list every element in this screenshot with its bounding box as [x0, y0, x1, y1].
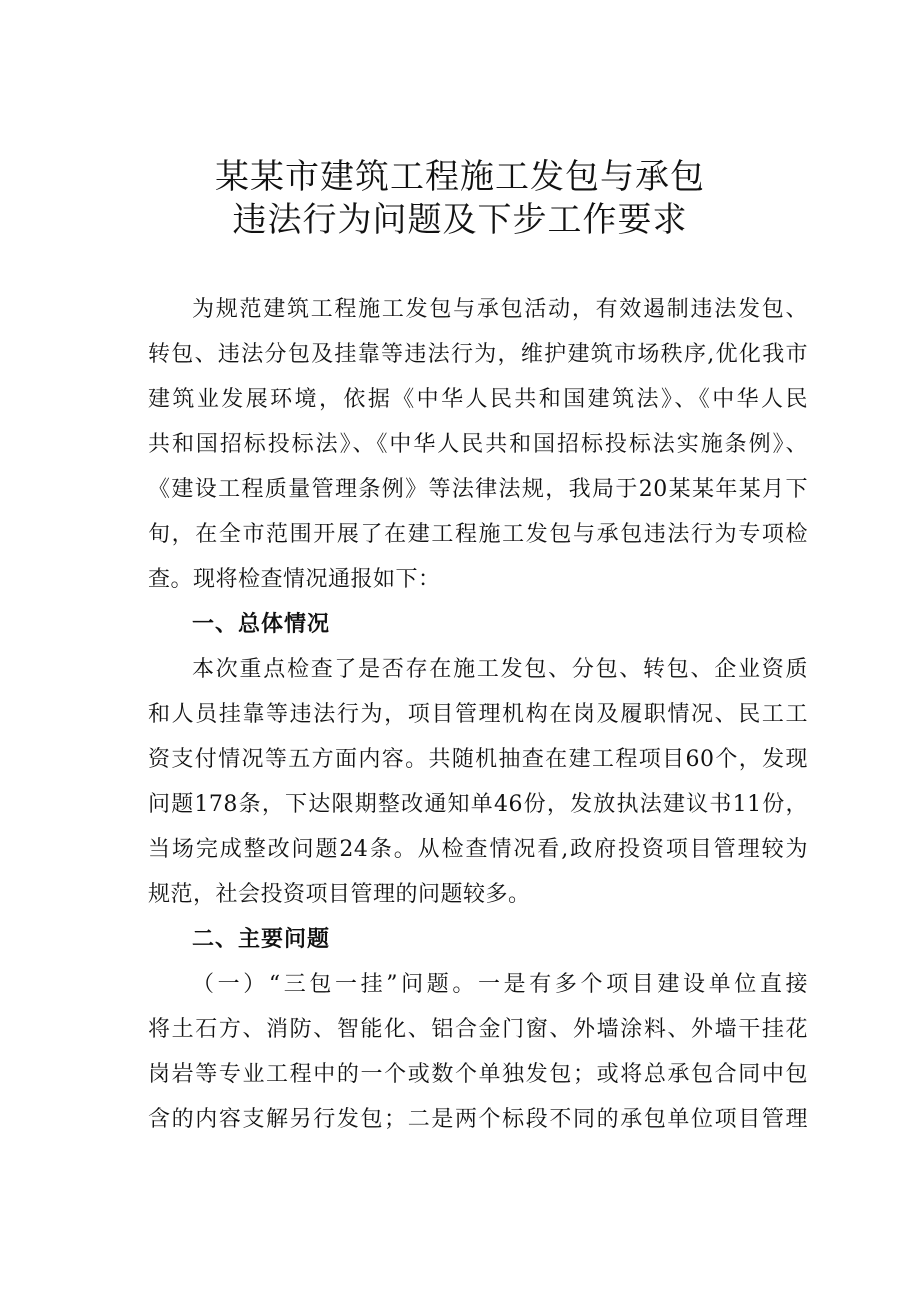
document-body	[148, 287, 808, 1142]
paragraph-line: 含的内容支解另行发包；二是两个标段不同的承包单位项目管理	[148, 1107, 808, 1132]
paragraph-line: 本次重点检查了是否存在施工发包、分包、转包、企业资质	[192, 657, 808, 682]
main-issues-paragraph	[148, 962, 808, 1142]
paragraph-line: （一）“三包一挂”问题。一是有多个项目建设单位直接	[192, 972, 808, 997]
paragraph-line: 岗岩等专业工程中的一个或数个单独发包；或将总承包合同中包	[148, 1062, 808, 1087]
paragraph-line: 将土石方、消防、智能化、铝合金门窗、外墙涂料、外墙干挂花	[148, 1017, 808, 1042]
intro-paragraph	[148, 287, 808, 602]
section-heading-overview: 一、总体情况	[192, 612, 331, 637]
document-title-line-1: 某某市建筑工程施工发包与承包	[215, 157, 705, 197]
paragraph-line: 问题178条，下达限期整改通知单46份，发放执法建议书11份，	[148, 792, 808, 817]
overview-paragraph	[148, 647, 808, 917]
paragraph-line: 建筑业发展环境，依据《中华人民共和国建筑法》、《中华人民	[148, 387, 808, 412]
paragraph-line: 共和国招标投标法》、《中华人民共和国招标投标法实施条例》、	[148, 432, 808, 457]
section-heading-main-issues: 二、主要问题	[192, 927, 331, 952]
paragraph-line: 查。现将检查情况通报如下：	[148, 567, 441, 592]
document-title-line-2: 违法行为问题及下步工作要求	[232, 200, 688, 240]
paragraph-line: 和人员挂靠等违法行为，项目管理机构在岗及履职情况、民工工	[148, 702, 808, 727]
paragraph-line: 旬，在全市范围开展了在建工程施工发包与承包违法行为专项检	[148, 522, 808, 547]
paragraph-line: 资支付情况等五方面内容。共随机抽查在建工程项目60个，发现	[148, 747, 808, 772]
paragraph-line: 为规范建筑工程施工发包与承包活动，有效遏制违法发包、	[192, 297, 808, 322]
paragraph-line: 当场完成整改问题24条。从检查情况看,政府投资项目管理较为	[148, 837, 808, 862]
paragraph-line: 《建设工程质量管理条例》等法律法规，我局于20某某年某月下	[148, 477, 808, 502]
paragraph-line: 转包、违法分包及挂靠等违法行为，维护建筑市场秩序,优化我市	[148, 342, 808, 367]
paragraph-line: 规范，社会投资项目管理的问题较多。	[148, 882, 531, 907]
